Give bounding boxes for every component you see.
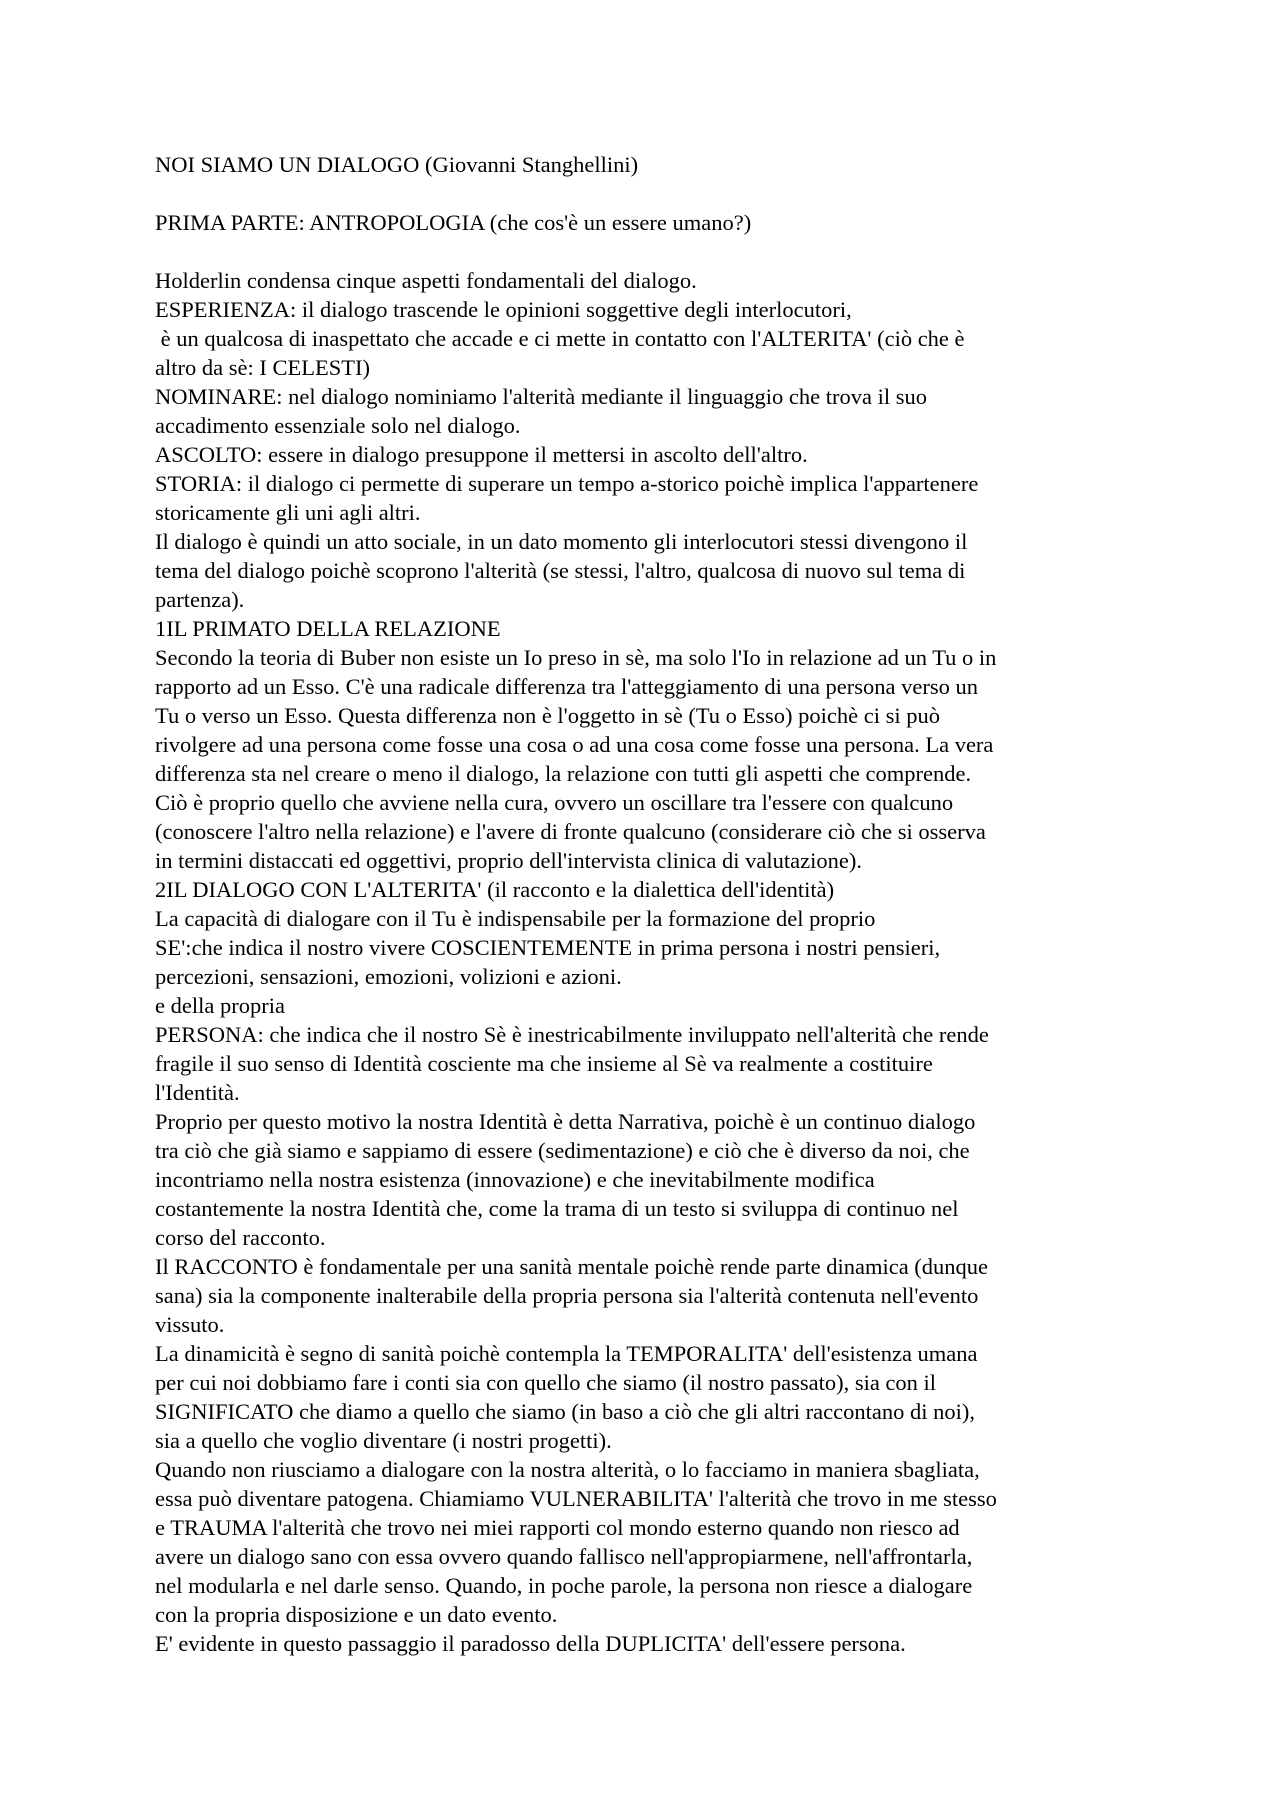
body-line: costantemente la nostra Identità che, come la trama di un testo si sviluppa di continuo nel [155,1196,959,1221]
body-line: fragile il suo senso di Identità cosciente ma che insieme al Sè va realmente a costituire [155,1051,933,1076]
body-line: rivolgere ad una persona come fosse una cosa o ad una cosa come fosse una persona. La vera [155,732,994,757]
body-line: nel modularla e nel darle senso. Quando, in poche parole, la persona non riesce a dialogare [155,1573,973,1598]
body-line: vissuto. [155,1312,225,1337]
body-line: (conoscere l'altro nella relazione) e l'avere di fronte qualcuno (considerare ciò che si osserva [155,819,986,844]
body-line: storicamente gli uni agli altri. [155,500,421,525]
body-line: Il RACCONTO è fondamentale per una sanità mentale poichè rende parte dinamica (dunque [155,1254,989,1279]
body-line: tra ciò che già siamo e sappiamo di essere (sedimentazione) e ciò che è diverso da noi, che [155,1138,970,1163]
body-line: per cui noi dobbiamo fare i conti sia con quello che siamo (il nostro passato), sia con il [155,1370,937,1395]
body-line: avere un dialogo sano con essa ovvero quando fallisco nell'appropiarmene, nell'affrontarla, [155,1544,973,1569]
body-line: SIGNIFICATO che diamo a quello che siamo (in baso a ciò che gli altri raccontano di noi), [155,1399,975,1424]
body-line: STORIA: il dialogo ci permette di superare un tempo a-storico poichè implica l'appartenere [155,471,979,496]
body-line: Proprio per questo motivo la nostra Identità è detta Narrativa, poichè è un continuo dialogo [155,1109,976,1134]
body-line: PERSONA: che indica che il nostro Sè è inestricabilmente inviluppato nell'alterità che rende [155,1022,989,1047]
body-line: rapporto ad un Esso. C'è una radicale differenza tra l'atteggiamento di una persona verso un [155,674,979,699]
body-line: Il dialogo è quindi un atto sociale, in un dato momento gli interlocutori stessi divengono il [155,529,968,554]
body-line: differenza sta nel creare o meno il dialogo, la relazione con tutti gli aspetti che comprende. [155,761,972,786]
body-line: incontriamo nella nostra esistenza (innovazione) e che inevitabilmente modifica [155,1167,875,1192]
body-line: La capacità di dialogare con il Tu è indispensabile per la formazione del proprio [155,906,876,931]
body-line: ESPERIENZA: il dialogo trascende le opinioni soggettive degli interlocutori, [155,297,852,322]
body-line: accadimento essenziale solo nel dialogo. [155,413,521,438]
body-line: 2IL DIALOGO CON L'ALTERITA' (il racconto e la dialettica dell'identità) [155,877,835,902]
body-line: altro da sè: I CELESTI) [155,355,370,380]
body-line: e TRAUMA l'alterità che trovo nei miei rapporti col mondo esterno quando non riesco ad [155,1515,960,1540]
body-line: l'Identità. [155,1080,240,1105]
document-body [155,266,1140,1658]
body-line: con la propria disposizione e un dato evento. [155,1602,558,1627]
body-line: NOMINARE: nel dialogo nominiamo l'alterità mediante il linguaggio che trova il suo [155,384,928,409]
body-line: in termini distaccati ed oggettivi, proprio dell'intervista clinica di valutazione). [155,848,862,873]
body-line: 1IL PRIMATO DELLA RELAZIONE [155,616,501,641]
body-line: ASCOLTO: essere in dialogo presuppone il mettersi in ascolto dell'altro. [155,442,808,467]
document-page [155,150,1140,1658]
body-line: e della propria [155,993,285,1018]
spacer [155,179,1140,208]
body-line: sia a quello che voglio diventare (i nostri progetti). [155,1428,612,1453]
body-line: partenza). [155,587,245,612]
body-line: percezioni, sensazioni, emozioni, volizioni e azioni. [155,964,622,989]
body-line: Tu o verso un Esso. Questa differenza non è l'oggetto in sè (Tu o Esso) poichè ci si può [155,703,941,728]
body-line: Holderlin condensa cinque aspetti fondamentali del dialogo. [155,268,697,293]
body-line: corso del racconto. [155,1225,326,1250]
body-line: La dinamicità è segno di sanità poichè contempla la TEMPORALITA' dell'esistenza umana [155,1341,978,1366]
spacer [155,237,1140,266]
body-line: Secondo la teoria di Buber non esiste un Io preso in sè, ma solo l'Io in relazione ad un Tu o in [155,645,997,670]
document-title: NOI SIAMO UN DIALOGO (Giovanni Stanghellini) [155,152,639,177]
document-subtitle: PRIMA PARTE: ANTROPOLOGIA (che cos'è un essere umano?) [155,210,752,235]
body-line: sana) sia la componente inalterabile della propria persona sia l'alterità contenuta nell'evento [155,1283,979,1308]
body-line: essa può diventare patogena. Chiamiamo VULNERABILITA' l'alterità che trovo in me stesso [155,1486,997,1511]
body-line: è un qualcosa di inaspettato che accade e ci mette in contatto con l'ALTERITA' (ciò che è [155,326,965,351]
body-line: tema del dialogo poichè scoprono l'alterità (se stessi, l'altro, qualcosa di nuovo sul tema di [155,558,966,583]
body-line: Quando non riusciamo a dialogare con la nostra alterità, o lo facciamo in maniera sbagliata, [155,1457,980,1482]
body-line: SE':che indica il nostro vivere COSCIENTEMENTE in prima persona i nostri pensieri, [155,935,941,960]
body-line: E' evidente in questo passaggio il paradosso della DUPLICITA' dell'essere persona. [155,1631,906,1656]
body-line: Ciò è proprio quello che avviene nella cura, ovvero un oscillare tra l'essere con qualcuno [155,790,954,815]
